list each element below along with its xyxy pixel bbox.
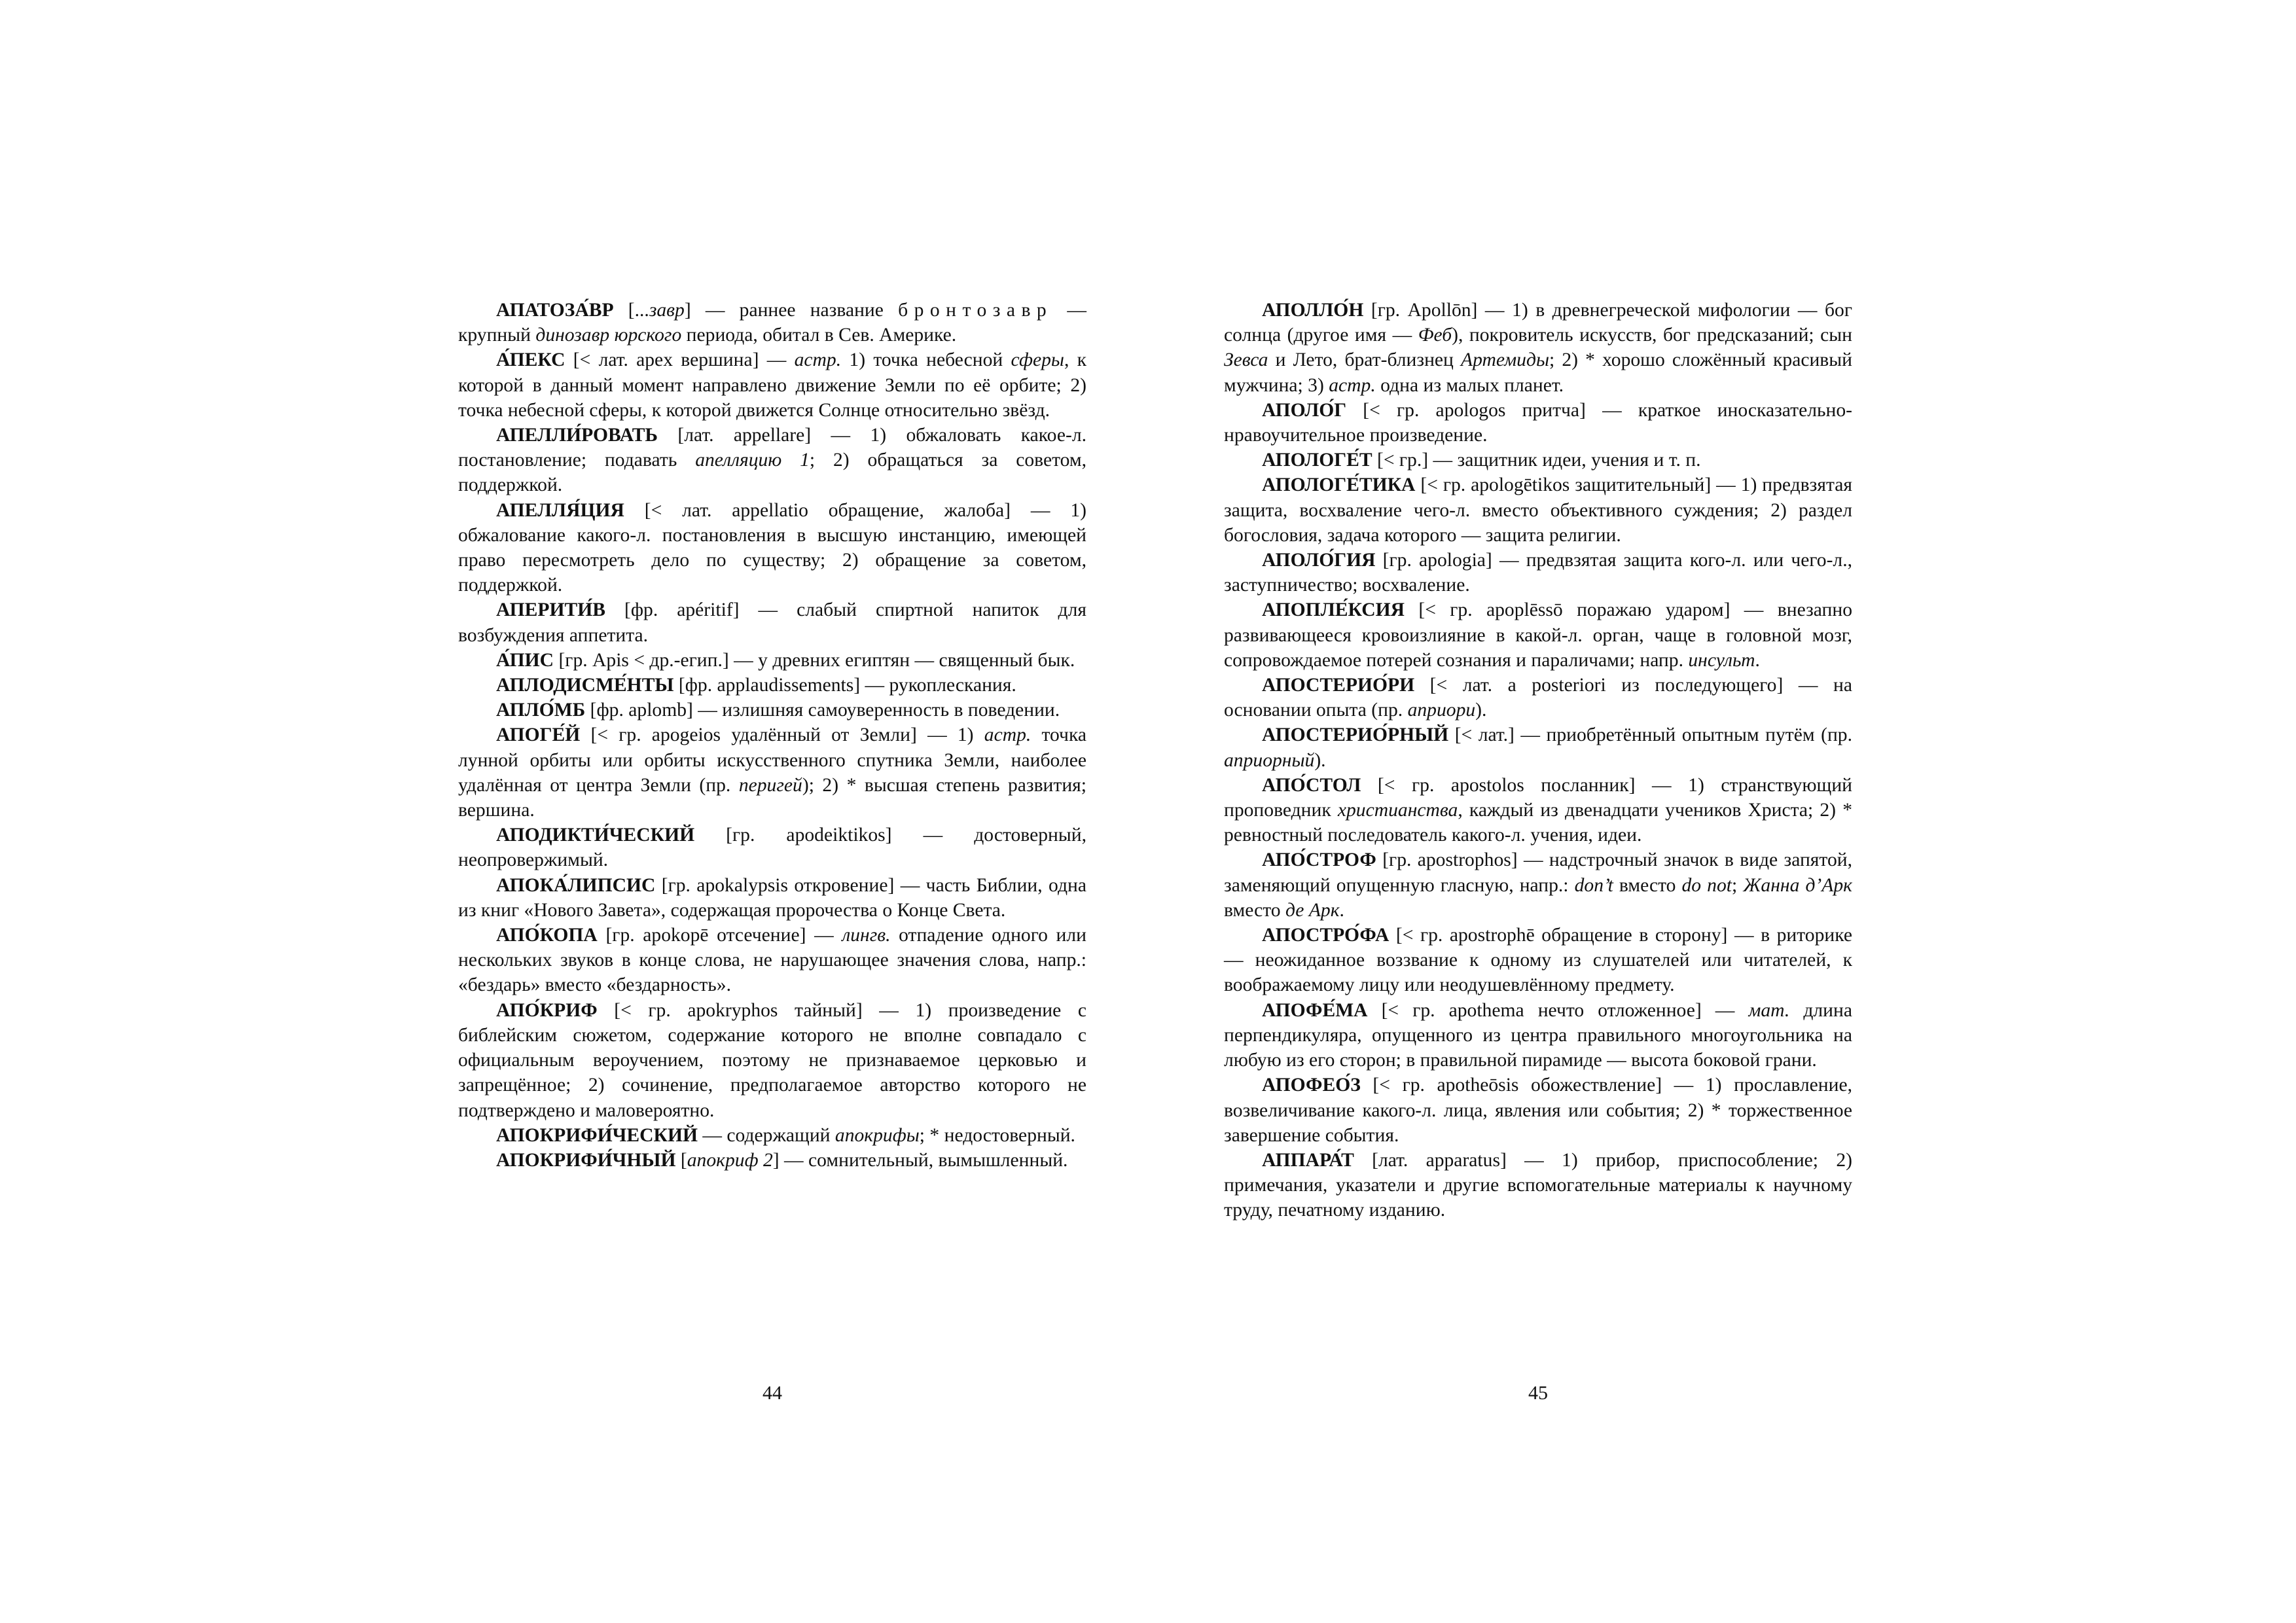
dictionary-entry [1224,773,1852,848]
dictionary-entry [1224,722,1852,772]
entry-text: вместо [1613,874,1682,896]
entry-italic-text: астр. [1329,374,1376,396]
entry-headword: АПО́КОПА [496,925,598,946]
dictionary-entry [1224,847,1852,923]
dictionary-entry [458,348,1086,423]
entry-text: [гр. Apis < др.-егип.] — у древних египтян — священный бык. [554,649,1075,671]
entry-headword: АПАТОЗА́ВР [496,300,614,321]
entry-italic-text: астр. [984,724,1031,746]
entry-text: . [1339,899,1344,921]
entry-text: периода, обитал в Сев. Америке. [681,325,957,346]
entry-text: ). [1314,749,1326,771]
dictionary-entries [458,298,1086,1173]
entry-italic-text: динозавр юрского [535,325,682,346]
entry-headword: АПЛОДИСМЕ́НТЫ [496,675,674,696]
entry-text: ; 2) * хорошо сложённый красивый мужчина; 3) [1224,349,1852,396]
entry-headword: АПОФЕ́МА [1262,999,1368,1021]
entry-italic-text: де Арк [1285,899,1340,921]
dictionary-entry [458,873,1086,923]
entry-headword: АПОПЛЕ́КСИЯ [1262,599,1405,621]
entry-text: [< гр. apokryphos тайный] — 1) произведение с библейским сюжетом, содержание которого не вполне совпадало с официальным вероучением, поэтому не признаваемое церковью и запрещённое; 2) сочинение, предполагаемое авторство которого не подтверждено и маловероятно. [458,999,1086,1121]
dictionary-entry [458,498,1086,598]
entry-headword: АПОКА́ЛИПСИС [496,874,656,896]
entry-text: [< гр. apologētikos защитительный] — 1) предвзятая защита, восхваление чего-л. вместо объективного суждения; 2) раздел богословия, задача которого — защита религии. [1224,474,1852,546]
entry-italic-text: лингв. [842,925,891,946]
entry-headword: АПЕЛЛЯ́ЦИЯ [496,499,624,521]
entry-text: [< лат. a posteriori из последующего] — на основании опыта (пр. [1224,675,1852,721]
entry-text: [< гр. apotheōsis обожествление] — 1) прославление, возвеличивание какого-л. лица, явления или события; 2) * торжественное завершение события. [1224,1075,1852,1146]
dictionary-entry [458,1148,1086,1173]
entry-italic-text: априори [1407,700,1476,721]
entry-text: вместо [1224,899,1285,921]
entry-text: [гр. apokopē отсечение] — [597,925,842,946]
entry-text: , каждый из двенадцати учеников Христа; 2) * ревностный последователь какого-л. учения, идеи. [1224,800,1852,846]
entry-italic-text: do not [1681,874,1732,896]
entry-headword: АПОКРИФИ́ЧЕСКИЙ [496,1124,698,1146]
entry-text: ; [1732,874,1744,896]
entry-text: [... [613,300,649,321]
entry-text: [гр. apodeiktikos] — достоверный, неопровержимый. [458,825,1086,871]
entry-text: [фр. apéritif] — слабый спиртной напиток для возбуждения аппетита. [458,599,1086,646]
entry-italic-text: перигей [738,774,802,796]
entry-text: ] — сомнительный, вымышленный. [772,1149,1068,1171]
entry-headword: АПЕРИТИ́В [496,599,605,621]
dictionary-entry [458,722,1086,823]
entry-headword: АПОФЕО́З [1262,1075,1361,1096]
entry-text: [лат. appellare] — 1) обжаловать какое-л. постановление; подавать [458,425,1086,471]
entry-text: [гр. Apollōn] — 1) в древнегреческой мифологии — бог солнца (другое имя — [1224,300,1852,346]
entry-text: [< гр. apostrophē обращение в сторону] — в риторике — неожиданное воззвание к одному из слушателей или читателей, к воображаемому лицу или неодушевлённому предмету. [1224,925,1852,996]
entry-italic-text: мат. [1748,999,1790,1021]
entry-italic-text: апокрифы [834,1124,920,1146]
entry-text: ). [1475,700,1487,721]
entry-italic-text: инсульт [1688,649,1755,671]
entry-text: [гр. apokalypsis откровение] — часть Библии, одна из книг «Нового Завета», содержащая пророчества о Конце Света. [458,874,1086,921]
dictionary-entry [1224,548,1852,597]
entry-text: , к которой в данный момент направлено движение Земли по её орбите; 2) точка небесной сферы, к которой движется Солнце относительно звёзд. [458,349,1086,421]
entry-headword: АПОЛОГЕ́Т [1262,450,1372,471]
dictionary-entry [1224,673,1852,722]
dictionary-entry [458,423,1086,498]
entry-headword: АПЛО́МБ [496,700,586,721]
entry-text: — крупный [458,300,1086,346]
dictionary-entry [1224,448,1852,473]
dictionary-entry [1224,1073,1852,1148]
entry-headword: А́ПЕКС [496,349,565,371]
entry-text: [гр. apologia] — предвзятая защита кого-л. или чего-л., заступничество; восхваление. [1224,550,1852,596]
entry-italic-text: априорный [1224,749,1315,771]
entry-text: [< гр. apothema нечто отложенное] — [1367,999,1749,1021]
entry-italic-text: христианства [1337,800,1458,821]
dictionary-entry [1224,298,1852,398]
entry-text: длина перпендикуляра, опущенного из центра правильного многоугольника на любую из его сторон; в правильной пирамиде — высота боковой грани. [1224,999,1852,1071]
entry-text: [фр. applaudissements] — рукоплескания. [673,675,1016,696]
entry-text: [лат. apparatus] — 1) прибор, приспособление; 2) примечания, указатели и другие вспомогательные материалы к научному труду, печатному изданию. [1224,1149,1852,1221]
dictionary-entry [1224,1148,1852,1223]
dictionary-entry [458,823,1086,872]
entry-italic-text: Артемиды [1461,349,1549,371]
entry-text: [< гр. apogeios удалённый от Земли] — 1) [580,724,984,746]
entry-text: и Лето, брат-близнец [1268,349,1462,371]
entry-headword: АПОЛО́Г [1262,399,1347,421]
page-number: 44 [762,1382,782,1404]
dictionary-entry [458,673,1086,698]
entry-text: одна из малых планет. [1375,374,1564,396]
dictionary-entries [1224,298,1852,1223]
entry-italic-text: астр. [794,349,842,371]
dictionary-entry [458,923,1086,998]
entry-text: . [1755,649,1760,671]
entry-text: [< гр.] — защитник идеи, учения и т. п. [1372,450,1701,471]
dictionary-entry [458,698,1086,722]
entry-text: ] — раннее название [684,300,899,321]
entry-italic-text: апелляцию 1 [695,450,810,471]
entry-text: [< лат. apex вершина] — [565,349,795,371]
entry-italic-text: don’t [1574,874,1613,896]
entry-spaced-text: бронтозавр [898,300,1053,321]
left-page [458,298,1086,1436]
entry-headword: АППАРА́Т [1262,1149,1354,1171]
entry-text: ; 2) обращаться за советом, поддержкой. [458,450,1086,496]
entry-text: отпадение одного или нескольких звуков в конце слова, не нарушающее значения слова, напр.: «бездарь» вместо «бездарность». [458,925,1086,996]
entry-headword: А́ПИС [496,649,554,671]
entry-text: [< гр. apologos притча] — краткое иносказательно-нравоучительное произведение. [1224,399,1852,446]
entry-text: [гр. apostrophos] — надстрочный значок в виде запятой, заменяющий опущенную гласную, напр.: [1224,849,1852,896]
dictionary-entry [1224,597,1852,673]
entry-text: [фр. aplomb] — излишняя самоуверенность в поведении. [585,700,1060,721]
entry-text: — содержащий [698,1124,835,1146]
entry-text: [< гр. apoplēssō поражаю ударом] — внезапно развивающееся кровоизлияние в какой-л. орган, чаще в головной мозг, сопровождаемое потерей сознания и параличами; напр. [1224,599,1852,671]
entry-italic-text: апокриф 2 [687,1149,773,1171]
dictionary-entry [458,998,1086,1123]
entry-text: [< лат.] — приобретённый опытным путём (пр. [1448,724,1852,746]
right-page [1224,298,1852,1436]
entry-italic-text: Феб [1418,325,1452,346]
entry-text: ); 2) * высшая степень развития; вершина. [458,774,1086,821]
entry-headword: АПОСТРО́ФА [1262,925,1390,946]
entry-text: ; * недостоверный. [919,1124,1075,1146]
entry-headword: АПОДИКТИ́ЧЕСКИЙ [496,825,695,846]
entry-headword: АПО́СТОЛ [1262,774,1361,796]
entry-text: [ [675,1149,687,1171]
entry-italic-text: Жанна д’Арк [1743,874,1852,896]
dictionary-entry [1224,923,1852,998]
entry-text: [< гр. apostolos посланник] — 1) странствующий проповедник [1224,774,1852,821]
entry-headword: АПОГЕ́Й [496,724,581,746]
entry-text: 1) точка небесной [841,349,1011,371]
entry-text: точка лунной орбиты или орбиты искусственного спутника Земли, наиболее удалённая от центра Земли (пр. [458,724,1087,796]
entry-headword: АПОКРИФИ́ЧНЫЙ [496,1149,676,1171]
entry-text: ), покровитель искусств, бог предсказаний; сын [1452,325,1852,346]
entry-headword: АПО́КРИФ [496,999,598,1021]
page-number: 45 [1528,1382,1548,1404]
entry-italic-text: сферы [1011,349,1064,371]
entry-headword: АПОЛО́ГИЯ [1262,550,1376,571]
dictionary-entry [1224,473,1852,548]
entry-italic-text: завр [649,300,685,321]
dictionary-entry [1224,998,1852,1073]
entry-text: [< лат. appellatio обращение, жалоба] — 1) обжалование какого-л. постановления в высшую инстанцию, имеющей право пересмотреть дело по существу; 2) обращение за советом, поддержкой. [458,499,1086,596]
entry-headword: АПЕЛЛИ́РОВАТЬ [496,425,658,446]
entry-headword: АПО́СТРОФ [1262,849,1376,871]
entry-headword: АПОСТЕРИО́РИ [1262,675,1415,696]
dictionary-entry [458,597,1086,647]
entry-italic-text: Зевса [1224,349,1268,371]
entry-headword: АПОСТЕРИО́РНЫЙ [1262,724,1449,746]
dictionary-entry [1224,398,1852,448]
dictionary-entry [458,298,1086,348]
entry-headword: АПОЛОГЕ́ТИКА [1262,474,1416,496]
entry-headword: АПОЛЛО́Н [1262,300,1364,321]
dictionary-entry [458,1123,1086,1148]
dictionary-entry [458,648,1086,673]
